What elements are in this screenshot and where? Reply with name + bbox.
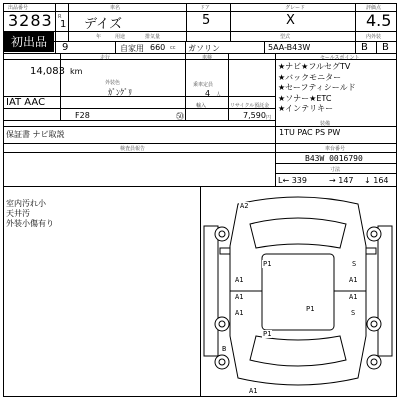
damage-code: A2 <box>240 202 249 210</box>
inspection-notes <box>6 199 54 229</box>
inspection-note: 天井汚 <box>6 209 30 218</box>
inspection-label: 車検 <box>202 55 213 61</box>
damage-code: A1 <box>249 387 258 395</box>
dim-width: → 147 <box>329 176 354 185</box>
lot-number: 3283 <box>8 11 53 30</box>
dim-height: ↓ 164 <box>364 176 389 185</box>
doors: 5 <box>202 13 211 28</box>
purpose: 自家用 <box>120 44 144 53</box>
damage-code: P1 <box>263 260 272 268</box>
fuel: ガソリン <box>188 44 220 53</box>
dims-label: 寸法 <box>330 167 341 173</box>
car-name-label: 車名 <box>110 5 121 11</box>
score-label: 評価点 <box>366 5 382 11</box>
option-item: ★ソナー★ETC <box>278 93 332 103</box>
lot-number-label: 出品番号 <box>8 5 29 11</box>
first-listing-badge <box>4 32 54 52</box>
inspection-note: 外装小傷有り <box>6 219 54 228</box>
doors-label: ドア <box>200 5 210 11</box>
recycle-label: リサイクル預託金 <box>230 103 270 109</box>
grade-label: グレード <box>285 5 306 11</box>
mileage-unit: km <box>70 67 83 76</box>
damage-code: A1 <box>349 293 358 301</box>
interior: B <box>361 42 368 53</box>
car-name: デイズ <box>84 17 122 32</box>
grade: X <box>286 13 295 28</box>
damage-code: S <box>352 260 357 268</box>
option-item: ★セーフティシールド <box>278 83 356 92</box>
car-damage-diagram <box>200 186 397 397</box>
purpose-label: 用途 <box>115 34 126 40</box>
seats-label: 乗車定員 <box>193 82 214 88</box>
score: 4.5 <box>366 11 392 30</box>
damage-code: A1 <box>235 293 244 301</box>
options-label: 装備 <box>320 121 331 127</box>
damage-code: A1 <box>349 276 358 284</box>
cc-label: 排気量 <box>145 34 161 40</box>
mileage-label: 走行 <box>100 55 111 61</box>
dim-length: L← 339 <box>278 176 307 185</box>
transmission: IAT AAC <box>6 97 46 108</box>
option-item: ★インテリキー <box>278 104 334 113</box>
model: 5AA-B43W <box>268 43 311 52</box>
year-label: 年 <box>96 34 102 40</box>
first-listing-label: 初出品 <box>10 35 47 49</box>
option-item: ★バックモニター <box>278 72 342 82</box>
exterior: B <box>382 42 389 53</box>
note-mark: ㊿ <box>176 112 184 121</box>
cc: 660 <box>150 43 166 52</box>
seats-unit: 人 <box>216 92 222 98</box>
recycle-unit: 円 <box>266 115 272 121</box>
color-code: F28 <box>75 111 90 120</box>
equipment-codes: 1TU PAC PS PW <box>279 128 341 137</box>
chassis-number: B43W 0016790 <box>305 154 363 163</box>
color-label: 外装色 <box>105 80 121 86</box>
damage-code: P1 <box>306 305 315 313</box>
damage-code: S <box>351 309 356 317</box>
damage-code: A1 <box>235 276 244 284</box>
damage-code: B <box>222 345 227 353</box>
options-header: セールスポイント <box>320 55 360 61</box>
chassis-label: 車台番号 <box>325 146 346 152</box>
option-item: ★ナビ★フルセグTV <box>278 62 351 71</box>
color: ｶﾞﾝｸﾞﾘ <box>108 88 132 97</box>
year: 9 <box>62 42 69 53</box>
inspection-note: 室内汚れ小 <box>6 199 46 208</box>
warranty-note: 保証書 ナビ取説 <box>6 130 65 139</box>
damage-code: A1 <box>235 309 244 317</box>
damage-code: P1 <box>263 330 272 338</box>
r-label: R <box>58 14 62 20</box>
model-label: 型式 <box>280 34 291 40</box>
owners-label: 輸入 <box>196 103 207 109</box>
int-ext-label: 内外装 <box>366 34 382 40</box>
options-list <box>278 62 356 115</box>
mileage: 14,083 <box>30 66 65 77</box>
recycle-value: 7,590 <box>243 111 266 120</box>
seats: 4 <box>205 89 211 98</box>
r-value: 1 <box>60 19 67 30</box>
cc-unit: cc <box>170 45 176 51</box>
inspector-section-label: 検査員報告 <box>120 146 146 152</box>
